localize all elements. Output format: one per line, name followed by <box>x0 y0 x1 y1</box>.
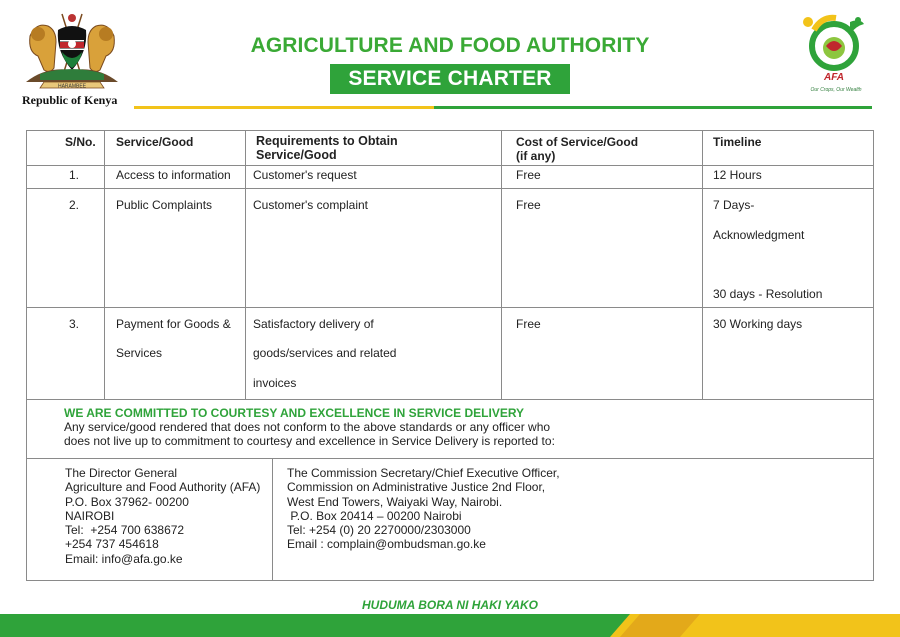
row3-service-line1: Payment for Goods & <box>116 317 231 331</box>
service-charter-table <box>26 130 874 581</box>
contact-afa-line: NAIROBI <box>65 508 115 523</box>
commitment-text <box>64 420 604 448</box>
table-rule <box>702 131 703 399</box>
row3-service-line2: Services <box>116 346 163 360</box>
contact-afa-line: P.O. Box 37962- 00200 <box>65 494 189 509</box>
contact-afa-line: Tel: +254 700 638672 <box>65 523 185 538</box>
header-service: Service/Good <box>116 135 194 149</box>
kenya-coat-of-arms <box>22 8 122 94</box>
contact-ombudsman-line: Tel: +254 (0) 20 2270000/2303000 <box>287 523 471 538</box>
header-rule-green <box>434 106 872 109</box>
contact-ombudsman-line: West End Towers, Waiyaki Way, Nairobi. <box>287 494 503 509</box>
row2-timeline-line2: Acknowledgment <box>713 228 805 242</box>
contact-afa <box>65 466 260 566</box>
doc-title-banner <box>330 64 570 94</box>
commitment-line2: does not live up to commitment to courtesy and excellence in Service Delivery is reported to: <box>64 434 555 448</box>
contact-ombudsman <box>287 466 560 552</box>
org-title: AGRICULTURE AND FOOD AUTHORITY <box>250 34 650 57</box>
table-rule <box>272 458 273 580</box>
commitment-line1: Any service/good rendered that does not conform to the above standards or any officer who <box>64 420 551 434</box>
header-cost-line1: Cost of Service/Good <box>516 135 639 149</box>
header-cost-line2: (if any) <box>516 149 556 163</box>
coat-banner-text: HARAMBEE <box>57 83 87 90</box>
contact-ombudsman-line: P.O. Box 20414 – 00200 Nairobi <box>287 508 462 523</box>
row2-timeline-line3: 30 days - Resolution <box>713 287 823 301</box>
row1-cost: Free <box>516 168 541 182</box>
contact-ombudsman-line: Commission on Administrative Justice 2nd Floor, <box>287 480 546 495</box>
row2-requirement: Customer's complaint <box>253 198 368 212</box>
table-rule <box>27 399 873 400</box>
row2-cost: Free <box>516 198 541 212</box>
contact-afa-line: Agriculture and Food Authority (AFA) <box>65 480 261 495</box>
row2-service: Public Complaints <box>116 198 213 212</box>
row3-requirement-line2: goods/services and related <box>253 346 397 360</box>
header-requirements-line1: Requirements to Obtain <box>256 134 398 148</box>
row1-sno: 1. <box>69 168 80 182</box>
contact-afa-line: The Director General <box>65 466 178 480</box>
table-rule <box>245 131 246 399</box>
row3-sno: 3. <box>69 317 80 331</box>
afa-logo <box>800 12 872 96</box>
table-rule <box>27 165 873 166</box>
header-sno: S/No. <box>65 135 96 149</box>
afa-tagline: Our Crops, Our Wealth <box>810 87 862 93</box>
header-requirements-line2: Service/Good <box>256 148 337 162</box>
row1-requirement: Customer's request <box>253 168 357 182</box>
table-rule <box>104 131 105 399</box>
header-cost <box>516 135 638 163</box>
header-timeline: Timeline <box>713 135 762 149</box>
row1-timeline: 12 Hours <box>713 168 762 182</box>
table-rule <box>501 131 502 399</box>
contact-afa-email: Email: info@afa.go.ke <box>65 551 183 566</box>
footer-bar <box>0 614 900 637</box>
header-rule-yellow <box>134 106 434 109</box>
footer-motto: HUDUMA BORA NI HAKI YAKO <box>362 598 538 612</box>
row2-sno: 2. <box>69 198 80 212</box>
header-requirements <box>256 134 398 162</box>
table-rule <box>27 307 873 308</box>
republic-caption: Republic of Kenya <box>22 93 118 107</box>
doc-title: SERVICE CHARTER <box>348 67 552 90</box>
row3-timeline: 30 Working days <box>713 317 803 331</box>
afa-logo-text: AFA <box>824 72 844 83</box>
row3-cost: Free <box>516 317 541 331</box>
row3-requirement-line1: Satisfactory delivery of <box>253 317 374 331</box>
contact-afa-line: +254 737 454618 <box>65 537 159 552</box>
contact-ombudsman-line: The Commission Secretary/Chief Executive Officer, <box>287 466 560 480</box>
table-rule <box>27 188 873 189</box>
contact-ombudsman-email: Email : complain@ombudsman.go.ke <box>287 537 486 552</box>
commitment-title: WE ARE COMMITTED TO COURTESY AND EXCELLENCE IN SERVICE DELIVERY <box>64 406 525 420</box>
row3-requirement-line3: invoices <box>253 376 297 390</box>
table-rule <box>27 458 873 459</box>
row2-timeline-line1: 7 Days- <box>713 198 755 212</box>
row1-service: Access to information <box>116 168 231 182</box>
